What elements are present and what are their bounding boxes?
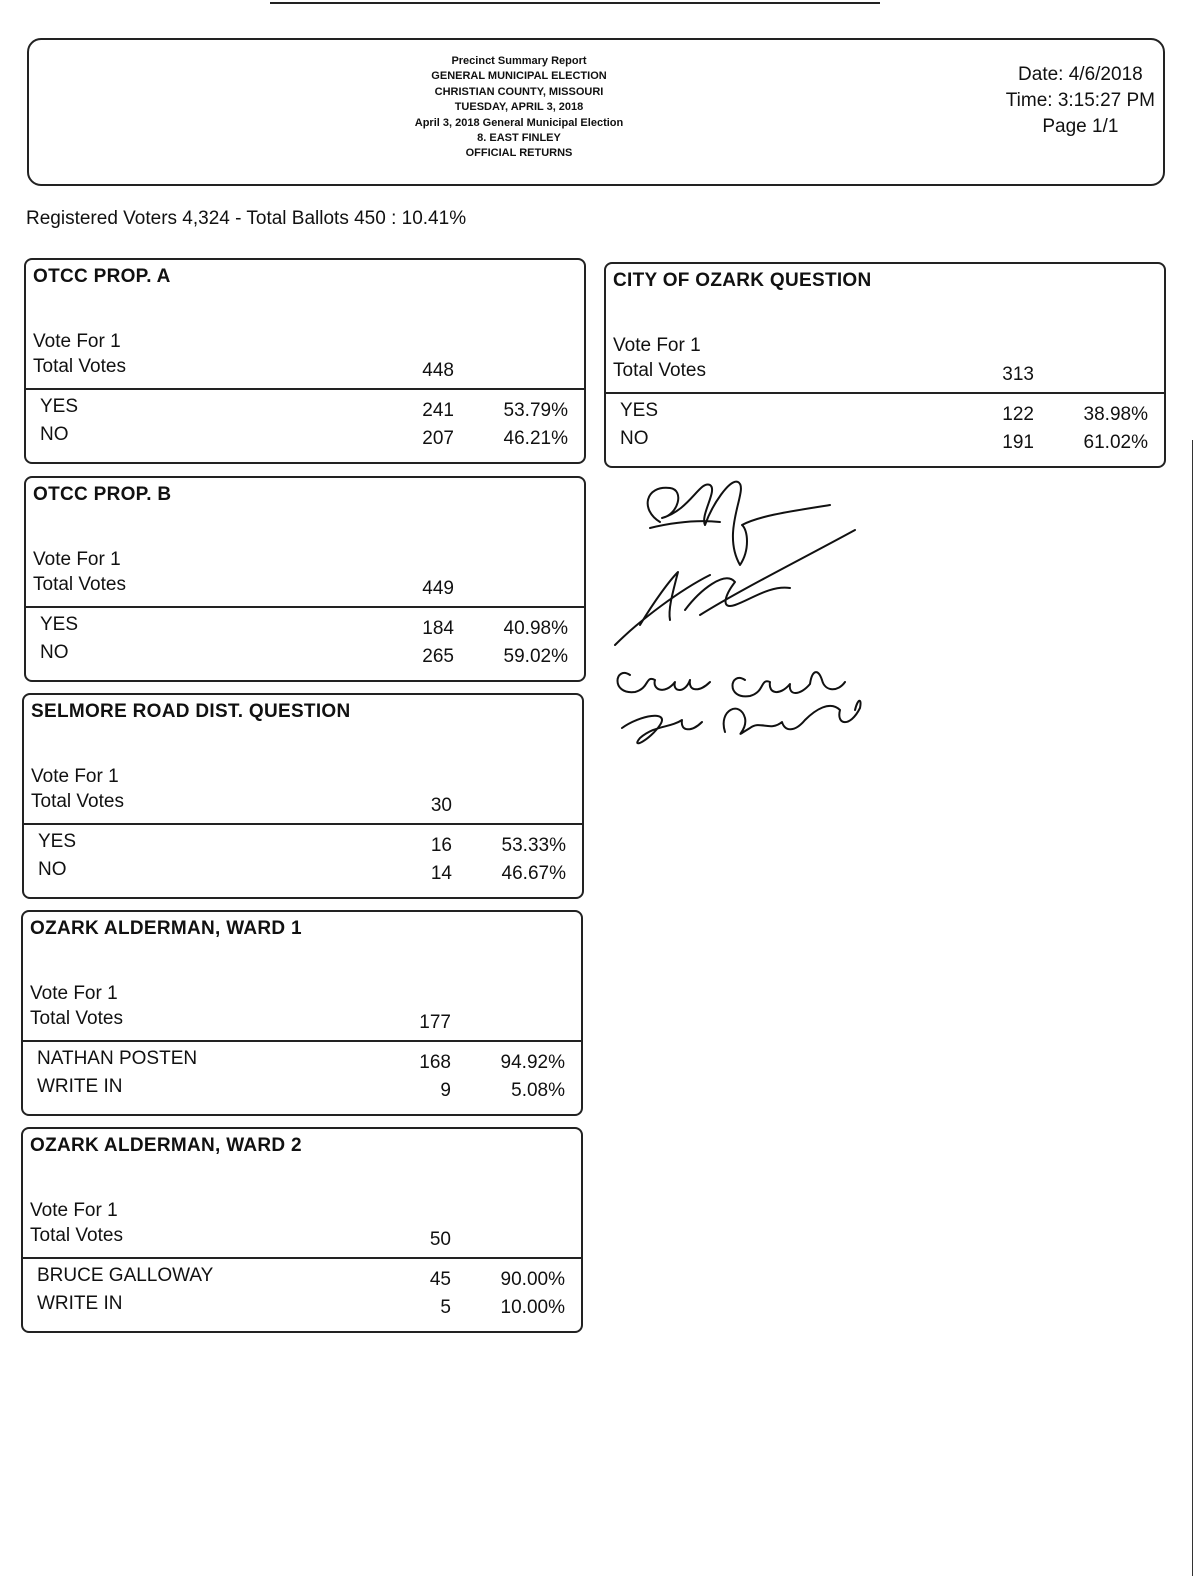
county-title: CHRISTIAN COUNTY, MISSOURI [434, 85, 604, 98]
choice-percent: 38.98% [1083, 404, 1148, 425]
choice-name: YES [40, 396, 79, 417]
choice-name: WRITE IN [37, 1293, 123, 1314]
choice-votes: 9 [440, 1080, 451, 1101]
divider [26, 388, 584, 390]
choice-percent: 46.21% [503, 428, 568, 449]
choice-percent: 90.00% [500, 1269, 565, 1290]
choice-row [26, 614, 584, 642]
choice-name: YES [40, 614, 79, 635]
contest-box [21, 910, 583, 1116]
vote-for-label: Vote For 1 [30, 1200, 118, 1221]
election-title: GENERAL MUNICIPAL ELECTION [431, 70, 607, 83]
choice-row [23, 1048, 581, 1076]
election-name: April 3, 2018 General Municipal Election [414, 116, 624, 129]
total-votes-value: 449 [422, 578, 454, 599]
contest-box [24, 258, 586, 464]
contest-title: OTCC PROP. A [33, 266, 171, 287]
choice-row [23, 1293, 581, 1321]
turnout-summary: Registered Voters 4,324 - Total Ballots 450 : 10.41% [26, 208, 467, 229]
divider [23, 1257, 581, 1259]
total-votes-label: Total Votes [33, 574, 126, 595]
choice-percent: 53.33% [501, 835, 566, 856]
choice-percent: 5.08% [511, 1080, 565, 1101]
contest-title: CITY OF OZARK QUESTION [613, 270, 872, 291]
divider [24, 823, 582, 825]
contest-box [24, 476, 586, 682]
choice-row [23, 1265, 581, 1293]
choice-percent: 61.02% [1083, 432, 1148, 453]
handwritten-signatures [600, 470, 880, 760]
choice-row [26, 396, 584, 424]
contest-box [604, 262, 1166, 468]
page-edge-line [1192, 440, 1193, 1576]
choice-votes: 5 [440, 1297, 451, 1318]
page-number: Page 1/1 [1042, 116, 1119, 137]
top-rule [270, 2, 880, 4]
signature-2 [615, 530, 855, 645]
choice-votes: 122 [1002, 404, 1034, 425]
official-returns: OFFICIAL RETURNS [465, 147, 573, 160]
choice-name: YES [38, 831, 77, 852]
total-votes-value: 313 [1002, 364, 1034, 385]
choice-percent: 46.67% [501, 863, 566, 884]
vote-for-label: Vote For 1 [33, 549, 121, 570]
choice-row [23, 1076, 581, 1104]
choice-votes: 241 [422, 400, 454, 421]
choice-votes: 168 [419, 1052, 451, 1073]
choice-name: YES [620, 400, 659, 421]
vote-for-label: Vote For 1 [33, 331, 121, 352]
choice-votes: 45 [429, 1269, 451, 1290]
vote-for-label: Vote For 1 [31, 766, 119, 787]
report-title: Precinct Summary Report [451, 55, 587, 67]
divider [26, 606, 584, 608]
choice-percent: 10.00% [500, 1297, 565, 1318]
contest-box [22, 693, 584, 899]
contest-title: OTCC PROP. B [33, 484, 172, 505]
choice-row [24, 859, 582, 887]
choice-votes: 191 [1002, 432, 1034, 453]
report-date: Date: 4/6/2018 [1018, 64, 1143, 85]
choice-percent: 59.02% [503, 646, 568, 667]
choice-votes: 265 [422, 646, 454, 667]
total-votes-label: Total Votes [613, 360, 706, 381]
precinct-name: 8. EAST FINLEY [477, 132, 561, 145]
choice-row [606, 428, 1164, 456]
divider [23, 1040, 581, 1042]
choice-name: WRITE IN [37, 1076, 123, 1097]
total-votes-value: 50 [429, 1229, 451, 1250]
report-time: Time: 3:15:27 PM [1005, 90, 1155, 111]
contest-title: OZARK ALDERMAN, WARD 2 [30, 1135, 302, 1156]
report-header-titles [369, 54, 669, 162]
total-votes-value: 30 [430, 795, 452, 816]
choice-votes: 16 [430, 835, 452, 856]
choice-percent: 53.79% [503, 400, 568, 421]
choice-votes: 14 [430, 863, 452, 884]
signature-1 [648, 482, 830, 565]
choice-percent: 94.92% [500, 1052, 565, 1073]
signature-4 [622, 701, 861, 744]
choice-votes: 184 [422, 618, 454, 639]
choice-name: NO [38, 859, 67, 880]
choice-name: BRUCE GALLOWAY [37, 1265, 214, 1286]
report-meta [1006, 62, 1155, 140]
report-header [27, 38, 1165, 186]
total-votes-label: Total Votes [30, 1008, 123, 1029]
choice-row [26, 642, 584, 670]
divider [606, 392, 1164, 394]
total-votes-label: Total Votes [30, 1225, 123, 1246]
election-date-line: TUESDAY, APRIL 3, 2018 [454, 101, 584, 114]
choice-name: NO [620, 428, 649, 449]
signature-3 [618, 672, 846, 696]
choice-name: NATHAN POSTEN [37, 1048, 198, 1069]
total-votes-value: 177 [419, 1012, 451, 1033]
total-votes-label: Total Votes [31, 791, 124, 812]
choice-name: NO [40, 424, 69, 445]
choice-row [606, 400, 1164, 428]
choice-votes: 207 [422, 428, 454, 449]
contest-title: OZARK ALDERMAN, WARD 1 [30, 918, 302, 939]
choice-percent: 40.98% [503, 618, 568, 639]
contest-box [21, 1127, 583, 1333]
total-votes-value: 448 [422, 360, 454, 381]
vote-for-label: Vote For 1 [613, 335, 701, 356]
choice-row [24, 831, 582, 859]
total-votes-label: Total Votes [33, 356, 126, 377]
choice-name: NO [40, 642, 69, 663]
contest-title: SELMORE ROAD DIST. QUESTION [31, 701, 351, 722]
vote-for-label: Vote For 1 [30, 983, 118, 1004]
choice-row [26, 424, 584, 452]
